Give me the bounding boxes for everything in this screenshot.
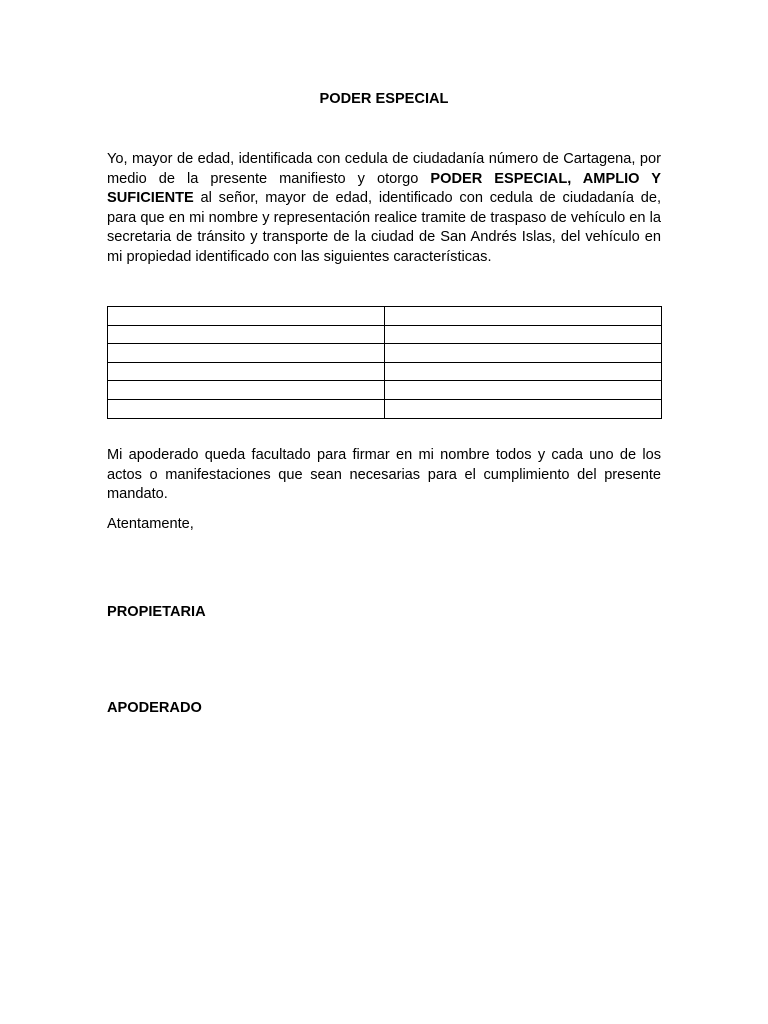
table-cell (385, 307, 662, 326)
table-cell (108, 362, 385, 381)
table-cell (385, 381, 662, 400)
table-row (108, 307, 662, 326)
table-row (108, 344, 662, 363)
table-cell (385, 399, 662, 418)
closing-salutation: Atentamente, (107, 516, 194, 532)
table-row (108, 381, 662, 400)
paragraph-grant-part1: Yo, mayor de edad, identificada con cedula de ciudadanía número de Cartagena, por medio de la presente manifiesto y otorgo (107, 151, 661, 187)
table-row (108, 325, 662, 344)
table-cell (108, 344, 385, 363)
table-cell (108, 399, 385, 418)
paragraph-mandate: Mi apoderado queda facultado para firmar en mi nombre todos y cada uno de los actos o manifestaciones que sean necesarias para el cumplimiento del presente mandato. (107, 447, 661, 503)
vehicle-characteristics-table (107, 306, 662, 419)
signature-owner-label: PROPIETARIA (107, 604, 206, 620)
table-cell (108, 381, 385, 400)
table-row (108, 362, 662, 381)
document-title: PODER ESPECIAL (319, 91, 449, 107)
table-cell (108, 307, 385, 326)
table-cell (385, 362, 662, 381)
table-cell (385, 344, 662, 363)
paragraph-grant (107, 150, 661, 268)
paragraph-grant-bold: PODER ESPECIAL, AMPLIO Y SUFICIENTE (107, 170, 661, 207)
table-cell (385, 325, 662, 344)
table-row (108, 399, 662, 418)
signature-attorney-label: APODERADO (107, 700, 202, 716)
paragraph-grant-part2: al señor, mayor de edad, identificado con cedula de ciudadanía de, para que en mi nombre y representación realice tramite de traspaso de vehículo en la secretaria de tránsito y transporte de la ciudad de San Andrés Islas, del vehículo en mi propiedad identificado con las siguientes características. (107, 190, 661, 265)
table-cell (108, 325, 385, 344)
